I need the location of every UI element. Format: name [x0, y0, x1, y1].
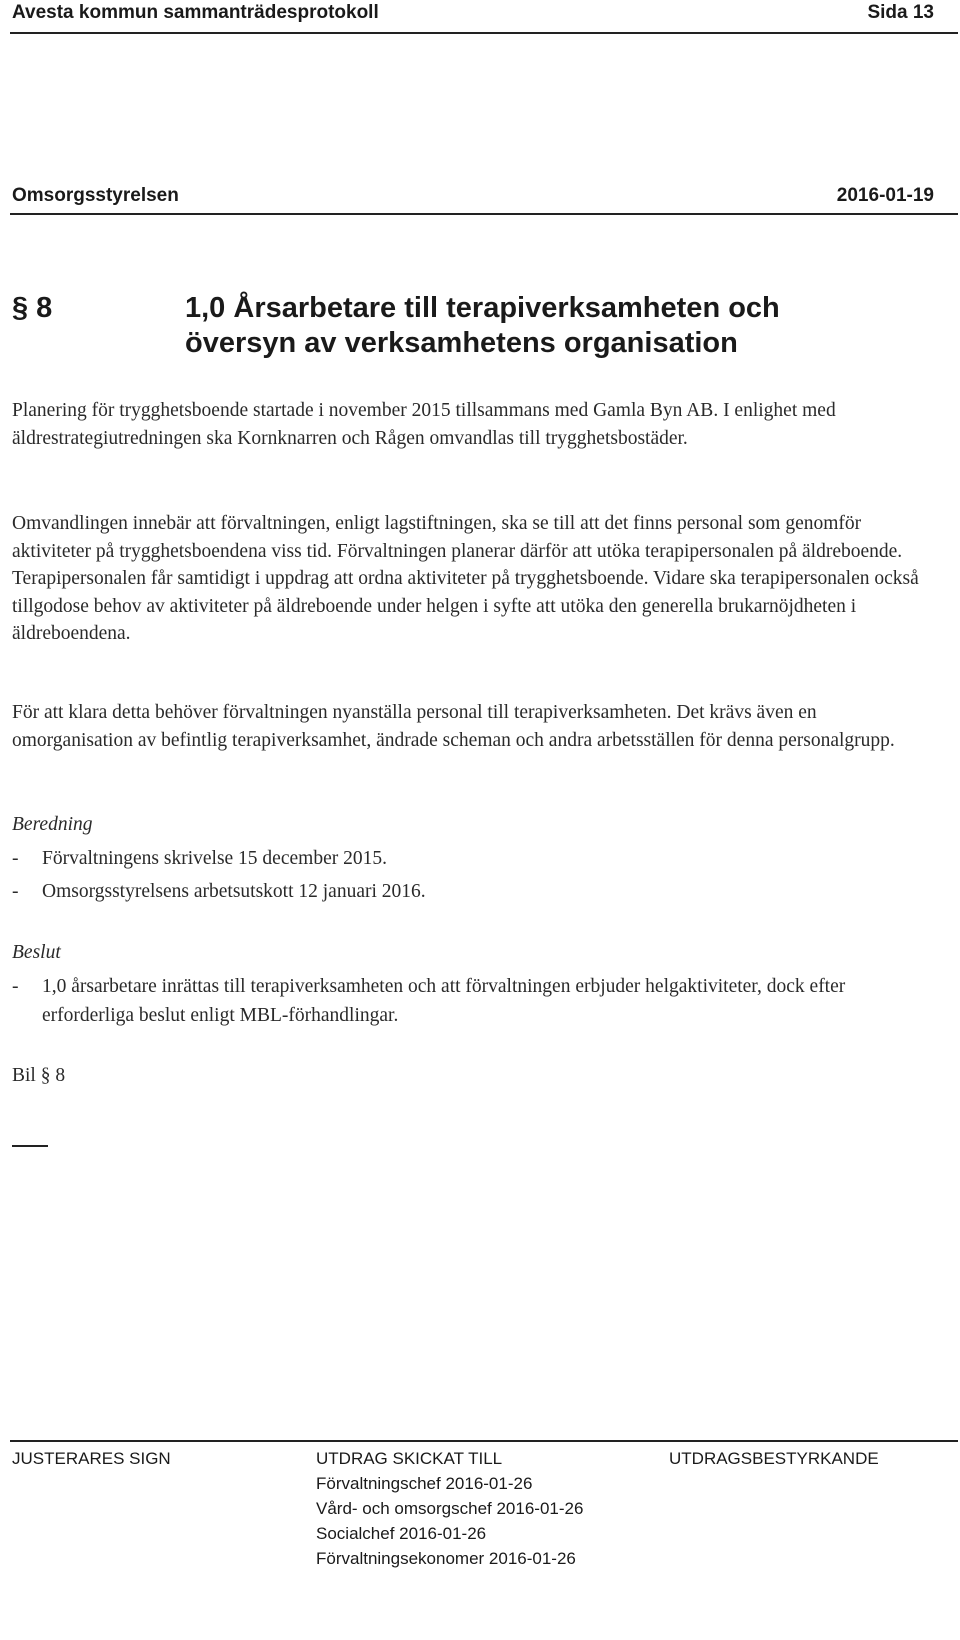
footer-col-justerares: JUSTERARES SIGN: [12, 1449, 171, 1468]
paragraph-1: [12, 397, 942, 452]
header-divider: [10, 32, 958, 34]
paragraph-2: [12, 510, 942, 648]
recipient-3: Socialchef 2016-01-26: [316, 1524, 487, 1543]
beredning-item-2: Omsorgsstyrelsens arbetsutskott 12 januari 2016.: [42, 881, 426, 902]
footer-col-utdrag: UTDRAG SKICKAT TILL: [316, 1449, 503, 1468]
paragraph-2-text: Omvandlingen innebär att förvaltningen, enligt lagstiftningen, ska se till att det finns personal som genomför aktiviteter på trygghetsboendena viss tid. Förvaltningen planerar därför att utöka terapipersonalen på äldreboende. Terapipersonalen får samtidigt i uppdrag att ordna aktiviteter på trygghetsboende. Vidare ska terapipersonalen också tillgodose behov av aktiviteter på äldreboende under helgen i syfte att utöka den generella brukarnöjdheten i äldreboendena.: [12, 513, 919, 644]
recipient-2: Vård- och omsorgschef 2016-01-26: [316, 1499, 584, 1518]
list-dash: -: [12, 848, 19, 869]
paragraph-3-text: För att klara detta behöver förvaltningen nyanställa personal till terapiverksamheten. Det krävs även en omorganisation av befintlig terapiverksamhet, ändrade scheman och andra arbetsställen för denna personalgrupp.: [12, 702, 895, 751]
committee-name: Omsorgsstyrelsen: [12, 185, 179, 206]
beredning-label: Beredning: [12, 814, 93, 835]
end-line: [12, 1145, 48, 1147]
attachment-reference: Bil § 8: [12, 1065, 66, 1086]
beslut-label: Beslut: [12, 942, 61, 963]
section-title-line1: 1,0 Årsarbetare till terapiverksamheten och: [185, 292, 780, 324]
section-number: § 8: [12, 292, 53, 324]
subheader-divider: [10, 213, 958, 215]
document-title: Avesta kommun sammanträdesprotokoll: [12, 2, 379, 23]
beredning-item-1: Förvaltningens skrivelse 15 december 2015.: [42, 848, 387, 869]
footer-divider: [10, 1440, 958, 1442]
paragraph-1-text: Planering för trygghetsboende startade i november 2015 tillsammans med Gamla Byn AB. I enlighet med äldrestrategiutredningen ska Kornknarren och Rågen omvandlas till trygghetsbostäder.: [12, 400, 836, 449]
beslut-item-1: 1,0 årsarbetare inrättas till terapiverksamheten och att förvaltningen erbjuder helgaktiviteter, dock efter erforderliga beslut enligt MBL-förhandlingar.: [42, 976, 846, 1026]
section-title-line2: översyn av verksamhetens organisation: [185, 327, 738, 359]
list-dash: -: [12, 881, 19, 902]
page-number: Sida 13: [867, 2, 934, 23]
recipient-4: Förvaltningsekonomer 2016-01-26: [316, 1549, 576, 1568]
recipient-1: Förvaltningschef 2016-01-26: [316, 1474, 533, 1493]
footer-col-bestyrkande: UTDRAGSBESTYRKANDE: [669, 1449, 879, 1468]
list-dash: -: [12, 976, 19, 997]
paragraph-3: [12, 699, 942, 754]
meeting-date: 2016-01-19: [836, 185, 934, 206]
